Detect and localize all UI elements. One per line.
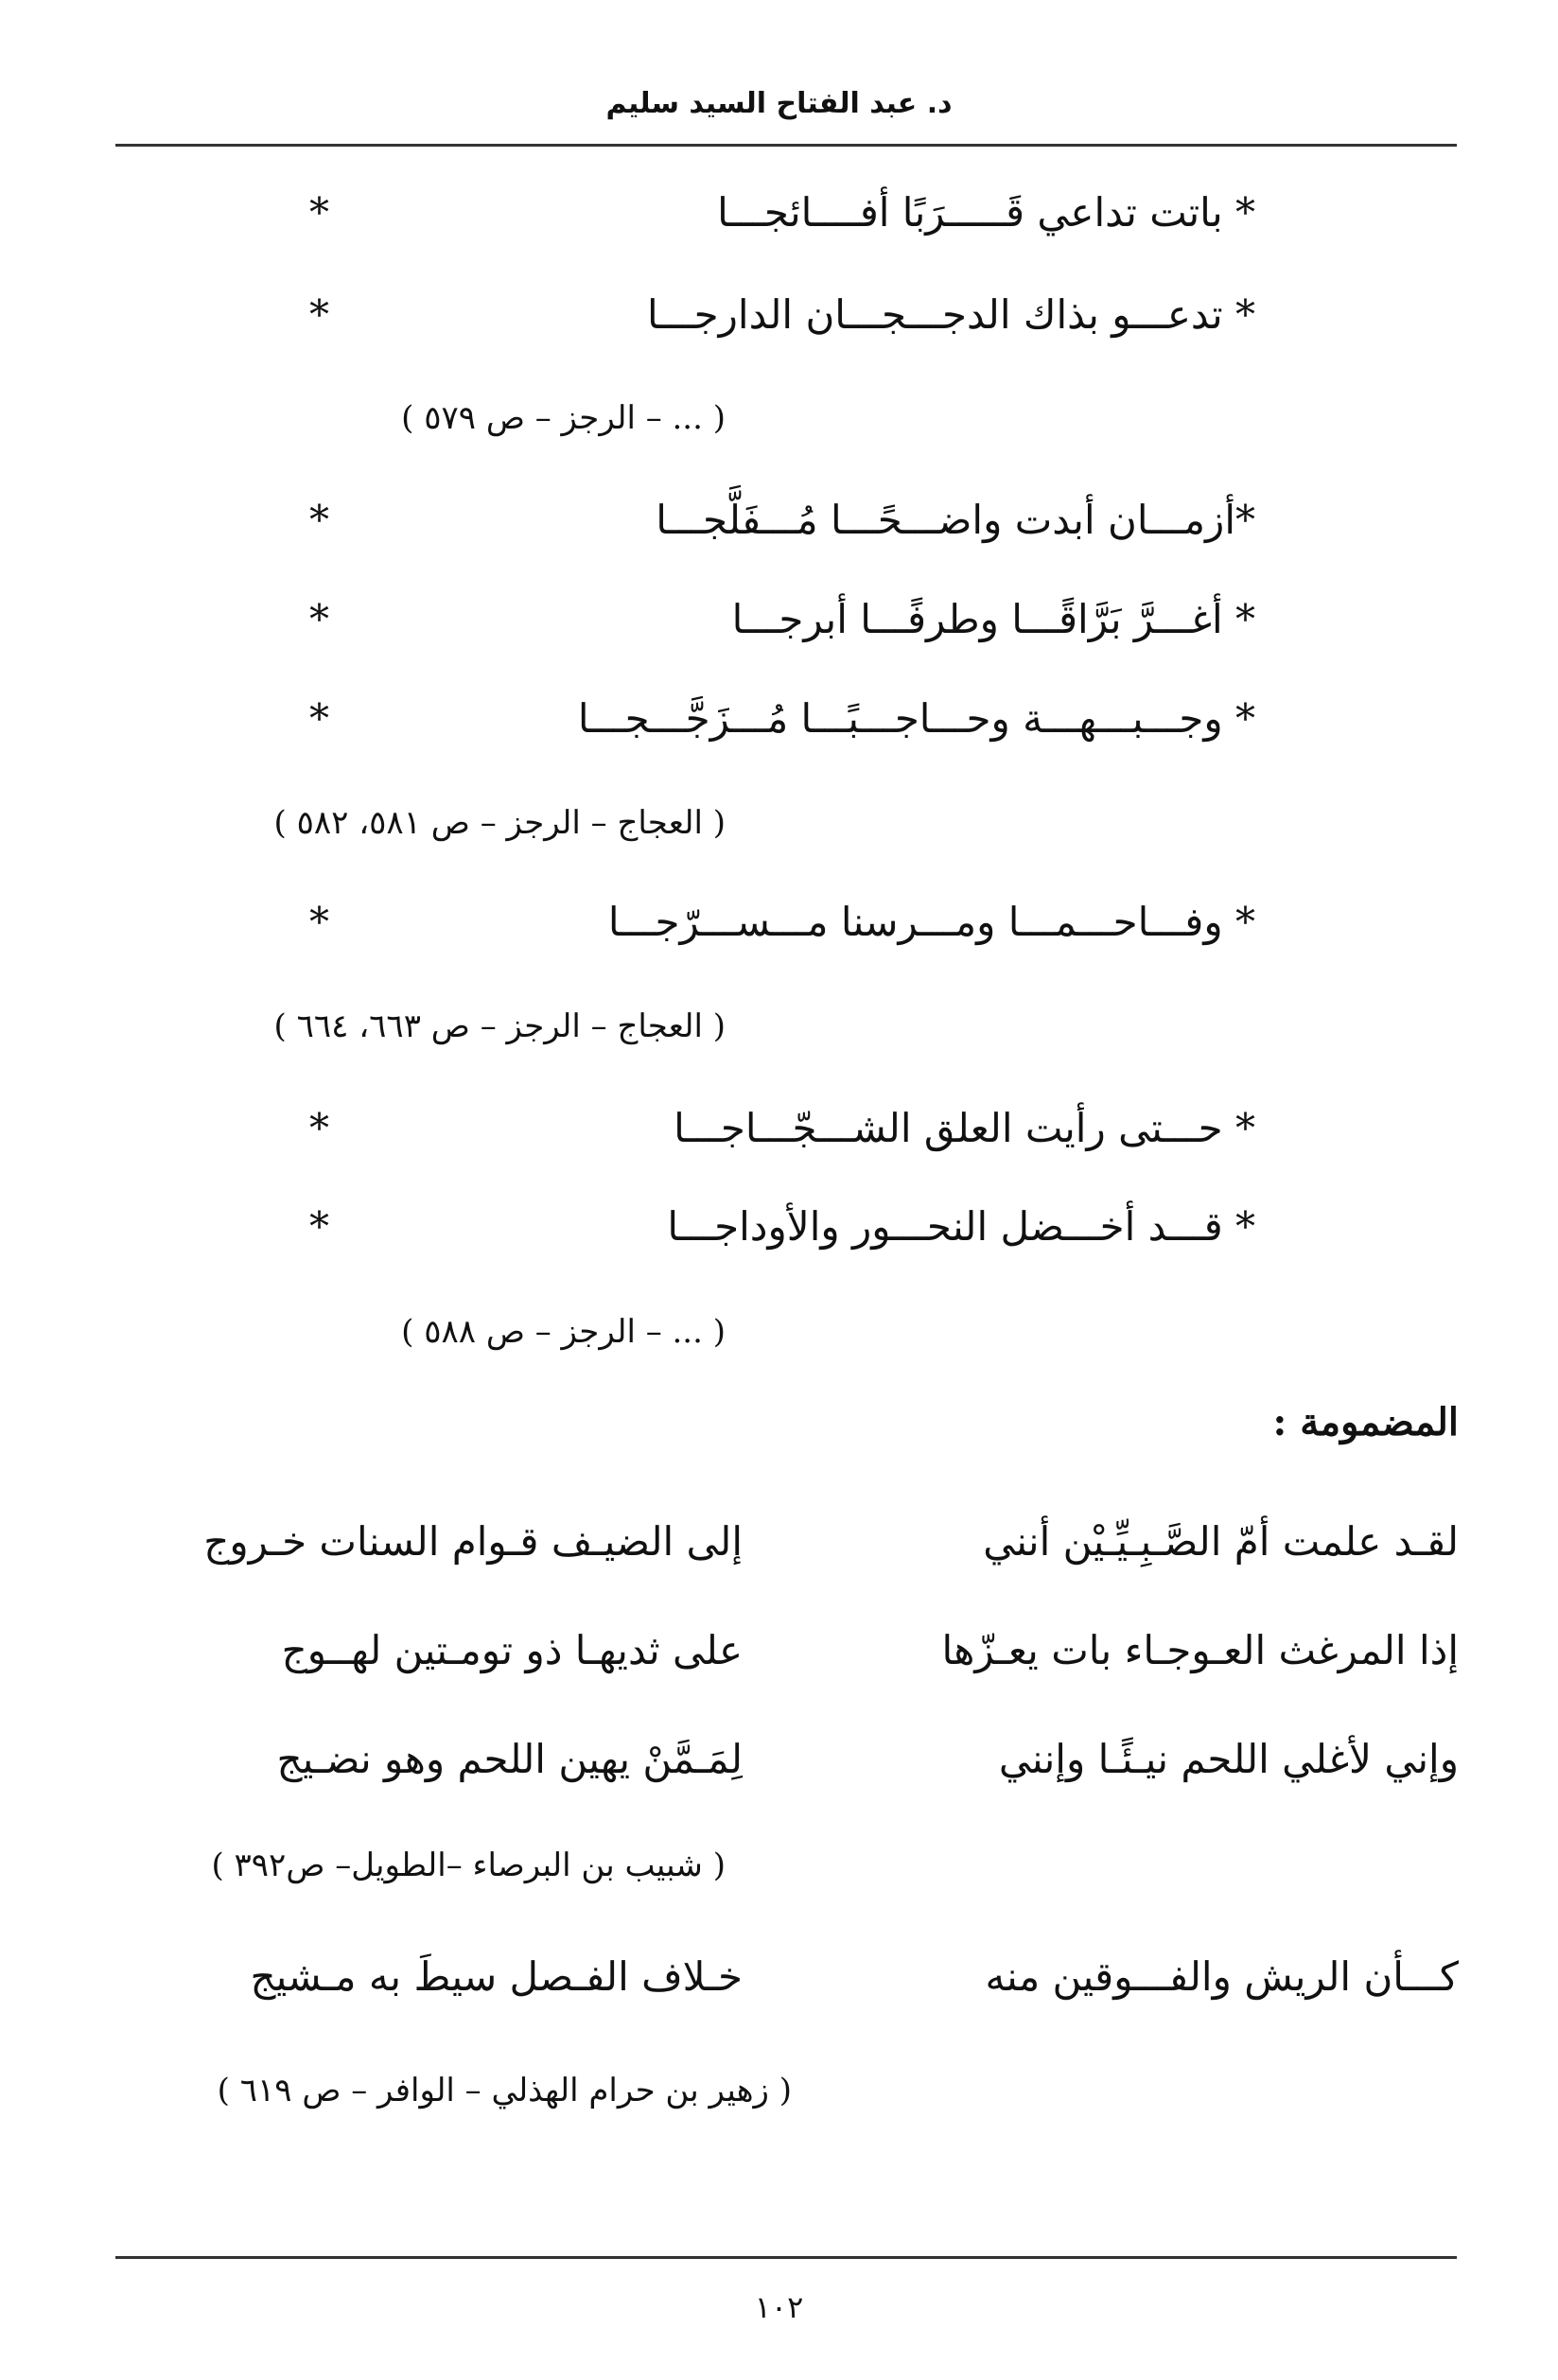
attribution: ( ... – الرجز – ص ٥٧٩ ) — [401, 399, 726, 437]
page-number: ١٠٢ — [754, 2289, 804, 2325]
verse-line — [309, 1203, 1255, 1250]
verse-text: *أزمـــان أبدت واضـــحًـــا مُـــفَلَّجـــا — [656, 497, 1255, 543]
attribution: ( شبيب بن البرصاء –الطويل– ص٣٩٢ ) — [211, 1846, 726, 1884]
verse-line — [309, 695, 1255, 742]
verse-line — [309, 497, 1255, 543]
couplet-first-hemistich: كـــأن الريش والفـــوقين منه — [985, 1953, 1459, 2000]
verse-end-star: * — [309, 1105, 329, 1151]
couplet-first-hemistich: وإني لأغلي اللحم نيـئًـا وإنني — [998, 1736, 1459, 1782]
verse-text: * وجـــبـــهـــة وحـــاجـــبًـــا مُـــزَجَّـــجـــا — [577, 695, 1255, 742]
couplet-first-hemistich: لقـد علمت أمّ الصَّـبِـيِّـيْن أنني — [983, 1518, 1459, 1565]
verse-end-star: * — [309, 497, 329, 543]
verse-line — [309, 291, 1255, 338]
couplet-second-hemistich: لِمَـمَّنْ يهين اللحم وهو نضـيج — [276, 1736, 743, 1782]
couplet-first-hemistich: إذا المرغث العـوجـاء بات يعـزّها — [941, 1627, 1459, 1673]
verse-line — [309, 189, 1255, 236]
verse-end-star: * — [309, 695, 329, 742]
verse-line — [309, 1105, 1255, 1151]
verse-line — [309, 899, 1255, 945]
verse-text: * تدعـــو بذاك الدجـــجـــان الدارجـــا — [646, 291, 1255, 338]
verse-text: * قـــد أخـــضل النحـــور والأوداجـــا — [667, 1203, 1255, 1250]
page-header-author: د. عبد الفتاح السيد سليم — [605, 87, 953, 120]
verse-text: * وفـــاحـــمـــا ومـــرسنا مـــســـرّجـــا — [607, 899, 1255, 945]
couplet-second-hemistich: على ثديهـا ذو تومـتين لهــوج — [281, 1627, 743, 1673]
header-divider — [115, 144, 1457, 147]
couplet-second-hemistich: إلى الضيـف قـوام السنات خـروج — [203, 1518, 743, 1565]
couplet-second-hemistich: خـلاف الفـصل سيطَ به مـشيج — [250, 1953, 743, 2000]
footer-divider — [115, 2256, 1457, 2259]
verse-end-star: * — [309, 596, 329, 642]
verse-line — [309, 596, 1255, 642]
attribution: ( ... – الرجز – ص ٥٨٨ ) — [401, 1313, 726, 1351]
verse-text: * أغـــرَّ بَرَّاقًـــا وطرفًـــا أبرجـــا — [731, 596, 1255, 642]
attribution: ( العجاج – الرجز – ص ٦٦٣، ٦٦٤ ) — [273, 1007, 726, 1045]
verse-text: * باتت تداعي قَـــــرَبًا أفــــائجـــا — [717, 189, 1255, 236]
attribution: ( العجاج – الرجز – ص ٥٨١، ٥٨٢ ) — [273, 804, 726, 842]
verse-end-star: * — [309, 1203, 329, 1250]
verse-end-star: * — [309, 291, 329, 338]
verse-end-star: * — [309, 189, 329, 236]
section-heading: المضمومة : — [1272, 1400, 1459, 1444]
attribution: ( زهير بن حرام الهذلي – الوافر – ص ٦١٩ ) — [217, 2072, 792, 2109]
verse-end-star: * — [309, 899, 329, 945]
verse-text: * حـــتى رأيت العلق الشـــجّـــاجـــا — [674, 1105, 1255, 1151]
